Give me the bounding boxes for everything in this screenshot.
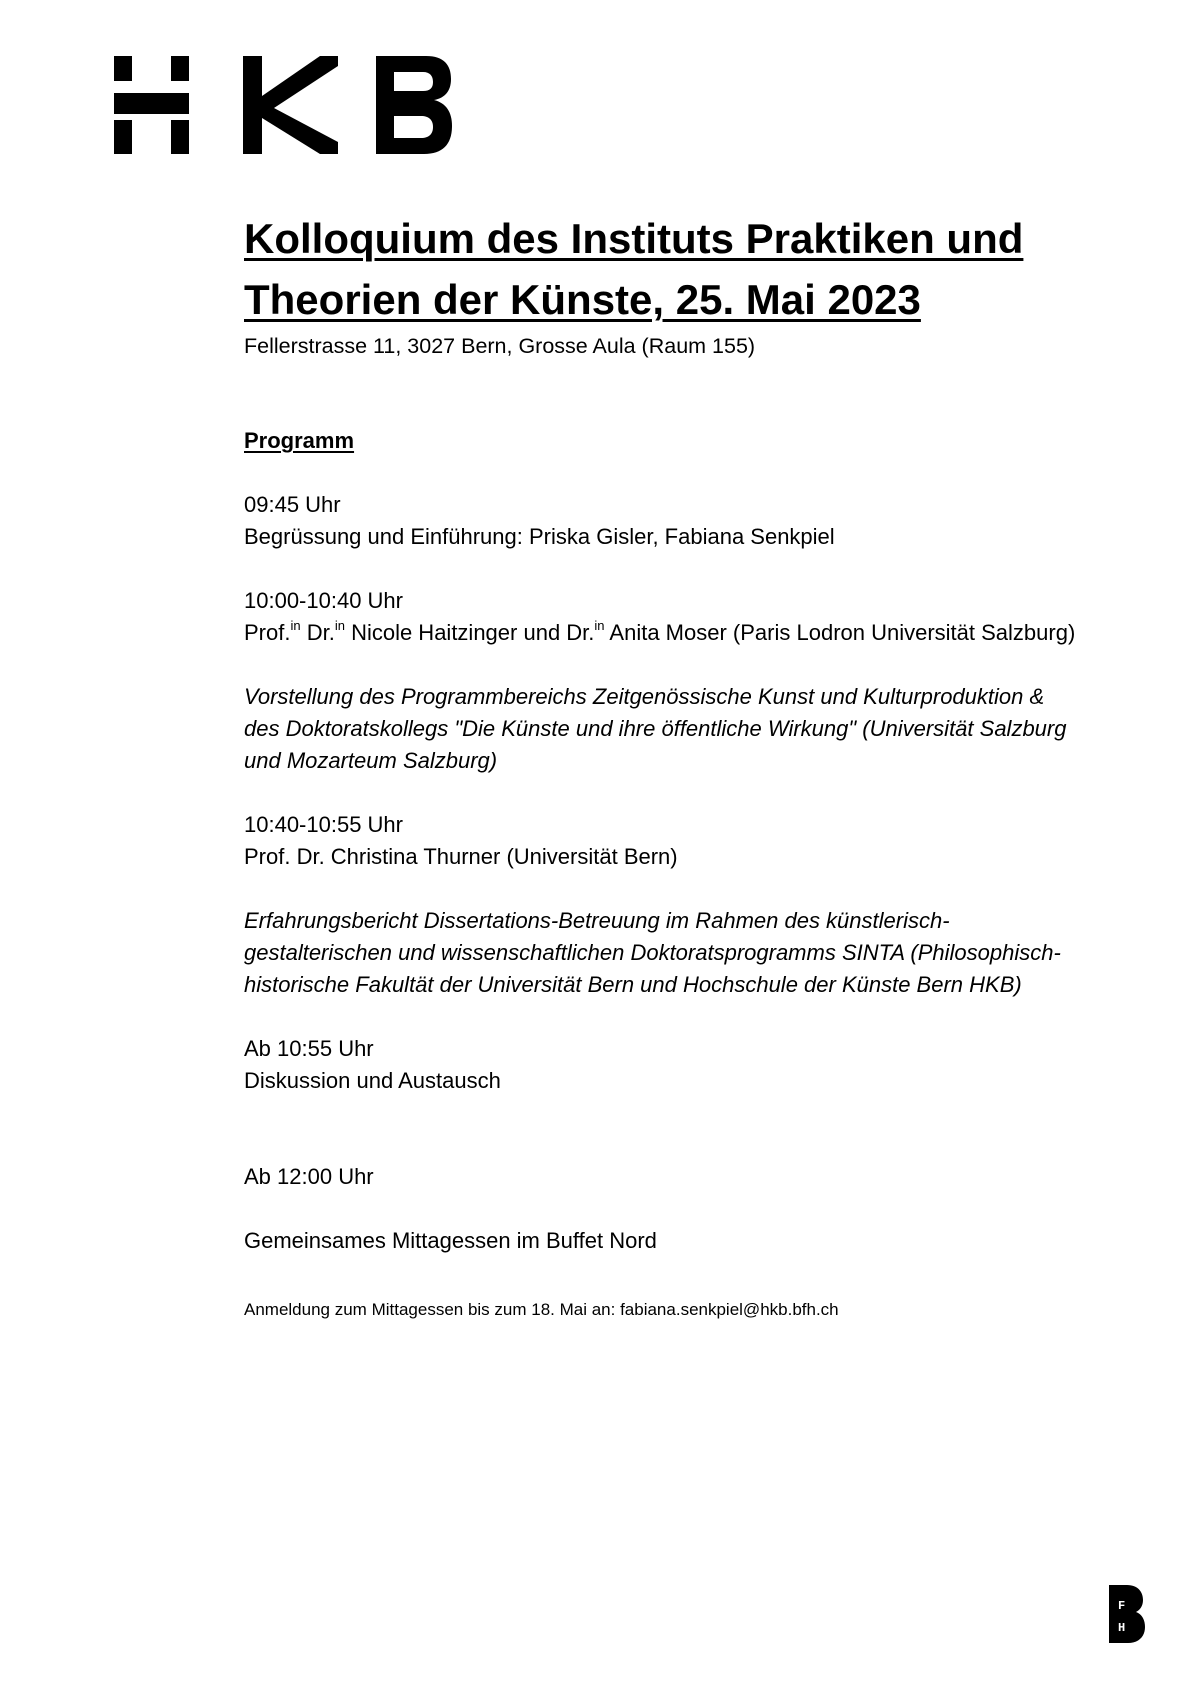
program-item-salzburg bbox=[244, 585, 1084, 777]
program-item-discussion bbox=[244, 1033, 1084, 1097]
program-heading: Programm bbox=[244, 428, 355, 453]
document-title: Kolloquium des Instituts Praktiken und Theorien der Künste, 25. Mai 2023 bbox=[244, 215, 1024, 323]
registration-note: Anmeldung zum Mittagessen bis zum 18. Mai an: fabiana.senkpiel@hkb.bfh.ch bbox=[244, 1300, 839, 1319]
document-body bbox=[244, 208, 1084, 1323]
session-time: 10:00-10:40 Uhr bbox=[244, 588, 403, 613]
footer-letter-h: H bbox=[1118, 1621, 1126, 1635]
session-text: Diskussion und Austausch bbox=[244, 1068, 501, 1093]
event-address: Fellerstrasse 11, 3027 Bern, Grosse Aula (Raum 155) bbox=[244, 334, 756, 358]
session-speakers: Prof.$^{in}$ Dr.$^{in}$ Nicole Haitzinger und Dr.$^{in}$ Anita Moser (Paris Lodron Universität Salzburg) bbox=[244, 618, 1076, 645]
session-time: 10:40-10:55 Uhr bbox=[244, 812, 403, 837]
session-description: Erfahrungsbericht Dissertations-Betreuung im Rahmen des künstlerisch-gestalterischen und wissenschaftlichen Doktoratsprogramms SINTA (Philosophisch-historische Fakultät der Universität Bern und Hochschule der Künste Bern HKB) bbox=[244, 908, 1061, 997]
program-item-welcome bbox=[244, 489, 1084, 553]
session-time: 09:45 Uhr bbox=[244, 492, 341, 517]
hkb-logo bbox=[114, 56, 452, 154]
session-speaker: Prof. Dr. Christina Thurner (Universität Bern) bbox=[244, 844, 678, 869]
bfh-logo bbox=[1109, 1585, 1145, 1643]
program-item-lunch bbox=[244, 1161, 1084, 1257]
session-description: Vorstellung des Programmbereichs Zeitgenössische Kunst und Kulturproduktion & des Doktoratskollegs "Die Künste und ihre öffentliche Wirkung" (Universität Salzburg und Mozarteum Salzburg) bbox=[244, 684, 1067, 773]
program-item-bern bbox=[244, 809, 1084, 1001]
session-time: Ab 10:55 Uhr bbox=[244, 1036, 374, 1061]
lunch-text: Gemeinsames Mittagessen im Buffet Nord bbox=[244, 1228, 657, 1253]
lunch-time: Ab 12:00 Uhr bbox=[244, 1164, 374, 1189]
session-text: Begrüssung und Einführung: Priska Gisler, Fabiana Senkpiel bbox=[244, 524, 835, 549]
footer-letter-f: F bbox=[1118, 1599, 1126, 1613]
